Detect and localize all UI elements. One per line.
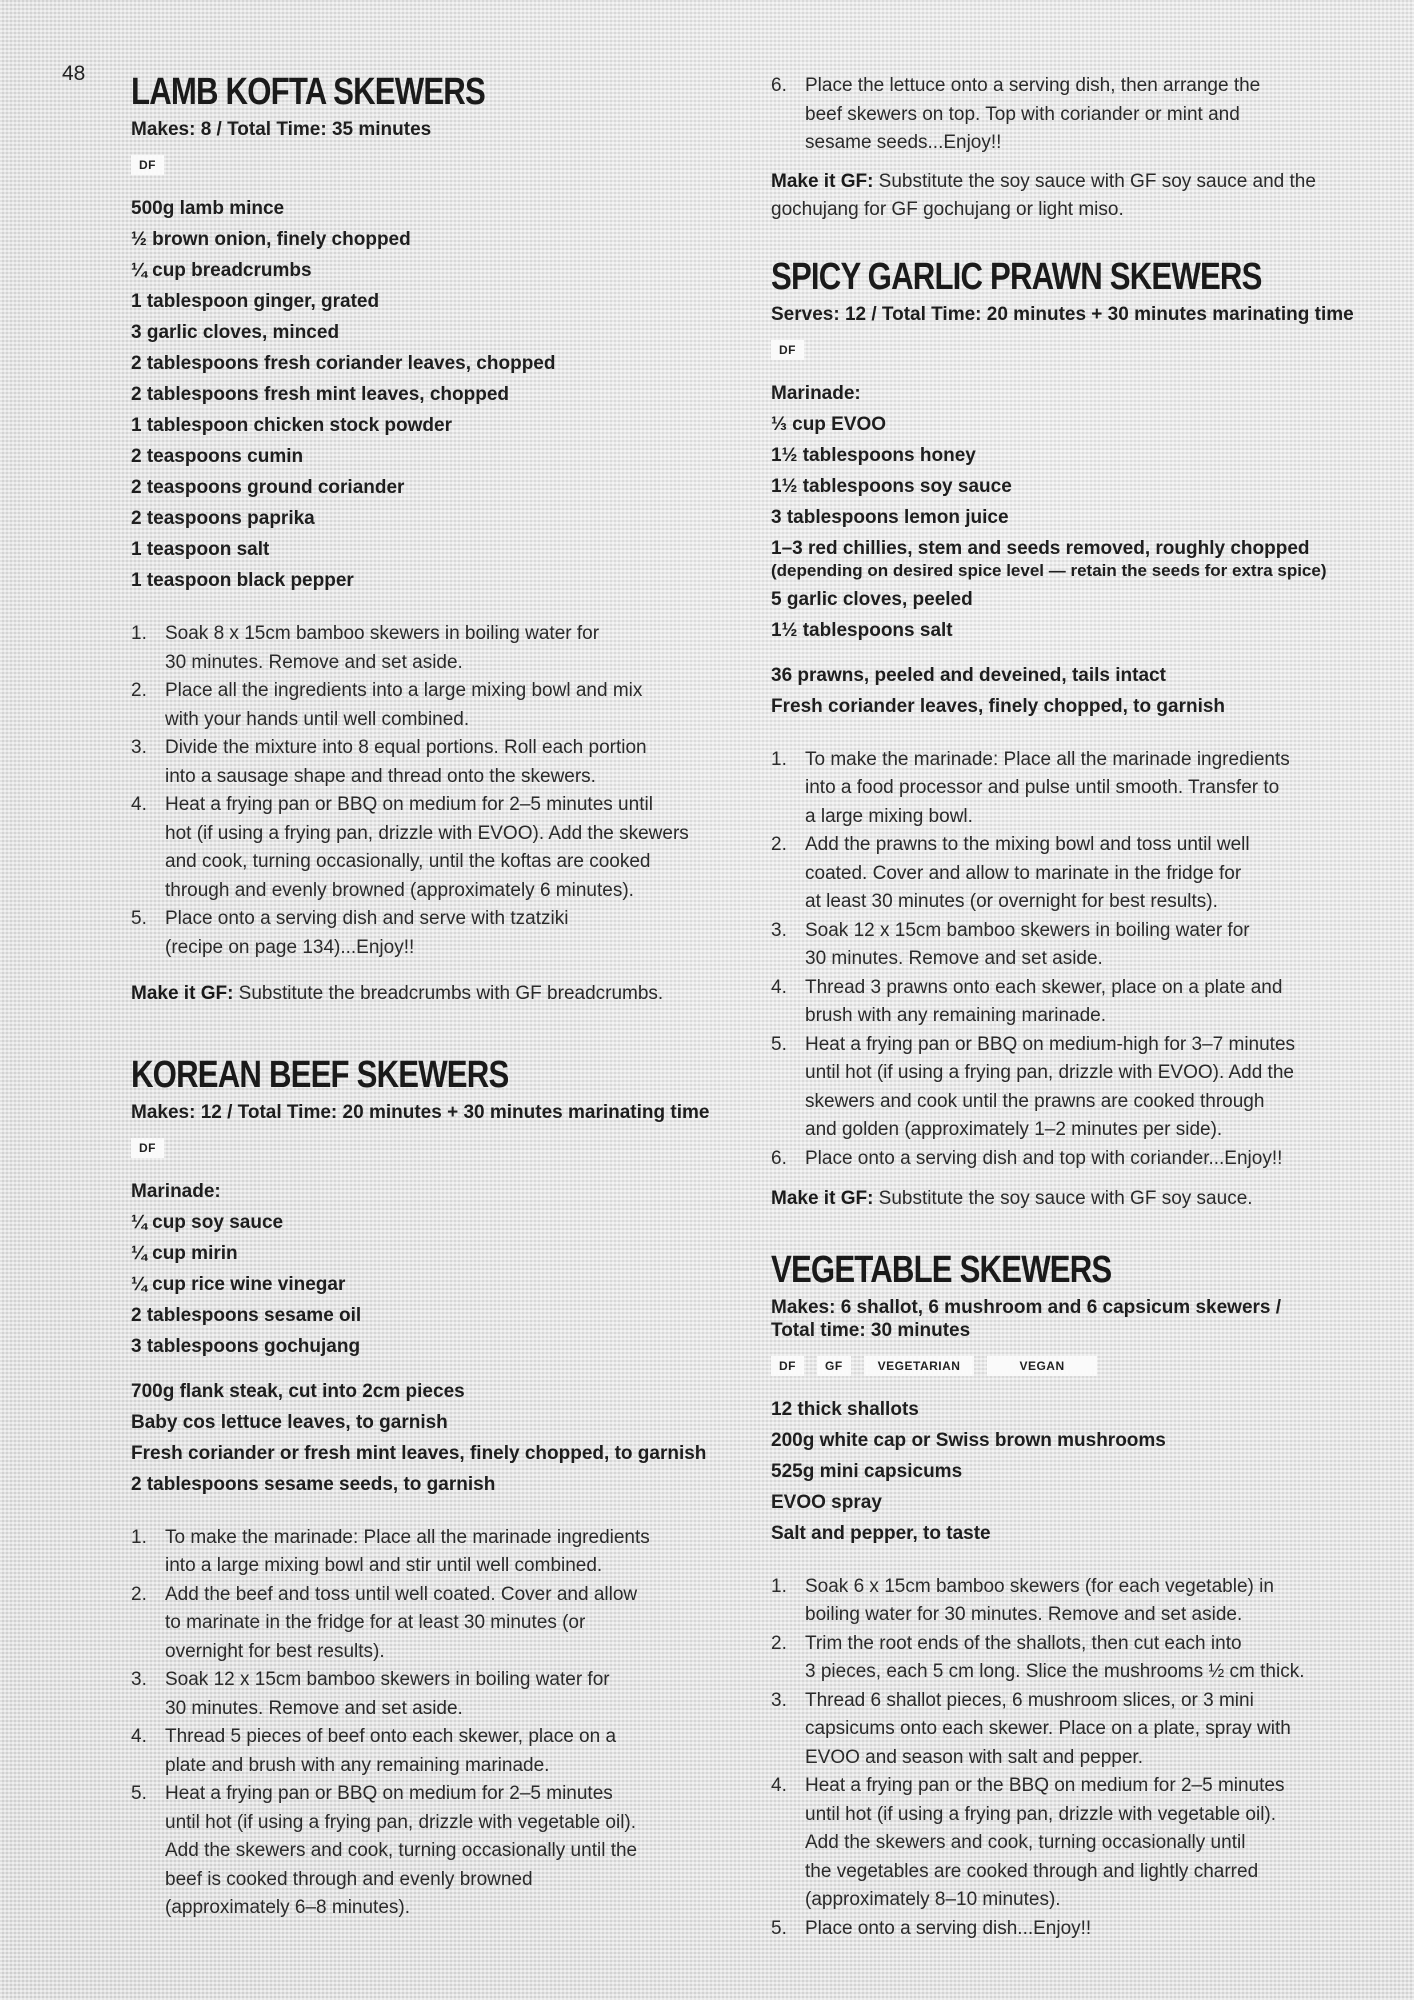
- marinade-list: [771, 378, 1356, 646]
- step-text: Add the beef and toss until well coated. Cover and allow to marinate in the fridge for at least 30 minutes (or overnight for best results).: [165, 1583, 638, 1662]
- make-it-gf-note: [771, 1185, 1356, 1214]
- diet-tags: [131, 155, 716, 175]
- step-text: Trim the root ends of the shallots, then cut each into 3 pieces, each 5 cm long. Slice the mushrooms ½ cm thick.: [805, 1632, 1305, 1682]
- step-text: Heat a frying pan or BBQ on medium for 2–5 minutes until hot (if using a frying pan, drizzle with vegetable oil). Add the skewers and cook, turning occasionally until the beef is cooked through and evenly browned (approximately 6–8 minutes).: [165, 1783, 638, 1918]
- ingredient: ⅓ cup EVOO: [771, 413, 887, 435]
- ingredient: 3 tablespoons lemon juice: [771, 506, 1009, 528]
- step-text: To make the marinade: Place all the marinade ingredients into a food processor and pulse until smooth. Transfer to a large mixing bowl.: [805, 748, 1290, 827]
- ingredient: 2 teaspoons cumin: [131, 446, 304, 467]
- recipe-spicy-garlic-prawn: [771, 255, 1356, 1214]
- ingredient: 2 tablespoons sesame oil: [131, 1304, 362, 1326]
- ingredient-list: [771, 660, 1356, 722]
- left-column: [131, 70, 716, 1967]
- step-number: 4.: [131, 1726, 147, 1747]
- method-step: [771, 1145, 1356, 1174]
- recipe-title: LAMB KOFTA SKEWERS: [131, 71, 485, 113]
- step-text: Place onto a serving dish...Enjoy!!: [805, 1917, 1092, 1939]
- ingredient: 2 tablespoons sesame seeds, to garnish: [131, 1473, 496, 1495]
- step-text: Heat a frying pan or BBQ on medium for 2–5 minutes until hot (if using a frying pan, drizzle with EVOO). Add the skewers and cook, turning occasionally, until the koftas are cooked through and evenly browned (approximately 6 minutes).: [165, 794, 689, 901]
- step-text: Soak 6 x 15cm bamboo skewers (for each vegetable) in boiling water for 30 minutes. Remove and set aside.: [805, 1575, 1274, 1625]
- step-number: 1.: [131, 1526, 147, 1548]
- ingredient: ¼ cup soy sauce: [131, 1211, 284, 1233]
- step-number: 5.: [131, 1783, 147, 1804]
- step-number: 5.: [771, 1917, 787, 1939]
- step-text: Soak 12 x 15cm bamboo skewers in boiling water for 30 minutes. Remove and set aside.: [805, 919, 1250, 969]
- method-step: [771, 1687, 1356, 1773]
- ingredient: ¼ cup breadcrumbs: [131, 260, 312, 281]
- step-number: 5.: [771, 1033, 787, 1055]
- make-it-gf-note: [771, 168, 1356, 225]
- ingredient: 1½ tablespoons salt: [771, 619, 953, 641]
- method-steps: [771, 1573, 1356, 1944]
- method-steps: [131, 620, 716, 962]
- step-number: 4.: [771, 1775, 787, 1796]
- recipe-korean-beef-continued: [771, 72, 1356, 225]
- gf-text: Substitute the breadcrumbs with GF breadcrumbs.: [233, 983, 664, 1004]
- step-number: 2.: [131, 680, 147, 701]
- ingredient-note: (depending on desired spice level — retain the seeds for extra spice): [771, 560, 1327, 580]
- step-number: 3.: [131, 737, 147, 758]
- method-step: [771, 917, 1356, 974]
- method-steps: [771, 746, 1356, 1174]
- step-text: Place onto a serving dish and serve with tzatziki (recipe on page 134)...Enjoy!!: [165, 908, 569, 958]
- step-number: 3.: [771, 919, 787, 941]
- step-number: 3.: [771, 1689, 787, 1711]
- method-step: [771, 746, 1356, 832]
- step-text: Place onto a serving dish and top with coriander...Enjoy!!: [805, 1147, 1283, 1169]
- method-step: [131, 1780, 716, 1923]
- ingredient: EVOO spray: [771, 1491, 882, 1513]
- ingredient: 12 thick shallots: [771, 1398, 919, 1420]
- ingredient: Fresh coriander or fresh mint leaves, finely chopped, to garnish: [131, 1442, 707, 1464]
- method-step: [131, 620, 716, 677]
- step-text: To make the marinade: Place all the marinade ingredients into a large mixing bowl and stir until well combined.: [165, 1526, 650, 1576]
- page-number: 48: [62, 62, 86, 85]
- step-text: Divide the mixture into 8 equal portions. Roll each portion into a sausage shape and thread onto the skewers.: [165, 737, 647, 787]
- ingredient: 1½ tablespoons honey: [771, 444, 976, 466]
- method-step: [771, 1915, 1356, 1944]
- method-step: [771, 831, 1356, 917]
- marinade-label: Marinade:: [131, 1180, 221, 1202]
- step-number: 1.: [771, 1575, 787, 1597]
- step-text: Place all the ingredients into a large mixing bowl and mix with your hands until well combined.: [165, 680, 643, 730]
- ingredient-list: [131, 193, 716, 596]
- recipe-title: VEGETABLE SKEWERS: [771, 1248, 1112, 1291]
- recipe-lamb-kofta: [131, 70, 716, 1009]
- ingredient: 700g flank steak, cut into 2cm pieces: [131, 1380, 465, 1402]
- recipe-meta-line2: Total time: 30 minutes: [771, 1319, 971, 1341]
- tag-df: DF: [131, 1138, 164, 1158]
- method-step: [771, 1573, 1356, 1630]
- gf-label: Make it GF:: [131, 983, 234, 1004]
- ingredient: 2 teaspoons paprika: [131, 508, 315, 529]
- step-text: Soak 8 x 15cm bamboo skewers in boiling water for 30 minutes. Remove and set aside.: [165, 623, 600, 673]
- recipe-meta: Makes: 12 / Total Time: 20 minutes + 30 minutes marinating time: [131, 1101, 710, 1123]
- step-text: Soak 12 x 15cm bamboo skewers in boiling water for 30 minutes. Remove and set aside.: [165, 1669, 610, 1719]
- ingredient-list: [771, 1394, 1356, 1549]
- step-text: Heat a frying pan or the BBQ on medium for 2–5 minutes until hot (if using a frying pan, drizzle with vegetable oil). Add the skewers and cook, turning occasionally until the vegetables are cooked through and lightly charred (approximately 8–10 minutes).: [805, 1775, 1285, 1910]
- ingredient: 1½ tablespoons soy sauce: [771, 475, 1012, 497]
- ingredient: ¼ cup rice wine vinegar: [131, 1273, 346, 1295]
- method-step: [131, 1723, 716, 1780]
- step-number: 2.: [771, 1632, 787, 1654]
- recipe-meta: Makes: 8 / Total Time: 35 minutes: [131, 119, 432, 140]
- method-step: [131, 791, 716, 905]
- ingredient: 2 tablespoons fresh coriander leaves, chopped: [131, 353, 556, 374]
- step-number: 6.: [771, 75, 787, 96]
- tag-df: DF: [131, 155, 164, 175]
- ingredient: 36 prawns, peeled and deveined, tails intact: [771, 664, 1166, 686]
- ingredient: Baby cos lettuce leaves, to garnish: [131, 1411, 448, 1433]
- step-number: 5.: [131, 908, 147, 929]
- step-number: 4.: [131, 794, 147, 815]
- ingredient: 1 tablespoon chicken stock powder: [131, 415, 452, 436]
- step-number: 2.: [131, 1583, 147, 1605]
- make-it-gf-note: [131, 980, 716, 1009]
- recipe-meta-line1: Makes: 6 shallot, 6 mushroom and 6 capsicum skewers /: [771, 1296, 1282, 1318]
- diet-tags: [771, 340, 1356, 360]
- step-number: 2.: [771, 834, 787, 855]
- tag-vegetarian: VEGETARIAN: [864, 1356, 975, 1376]
- recipe-korean-beef: [131, 1053, 716, 1923]
- ingredient: 1–3 red chillies, stem and seeds removed, roughly chopped: [771, 537, 1310, 559]
- method-step: [771, 1031, 1356, 1145]
- marinade-label: Marinade:: [771, 382, 861, 404]
- tag-df: DF: [771, 1356, 804, 1376]
- step-text: Thread 3 prawns onto each skewer, place on a plate and brush with any remaining marinade.: [805, 976, 1283, 1026]
- step-number: 4.: [771, 976, 787, 998]
- step-text: Thread 5 pieces of beef onto each skewer, place on a plate and brush with any remaining marinade.: [165, 1726, 617, 1776]
- method-step: [771, 72, 1356, 158]
- diet-tags: [131, 1138, 716, 1158]
- right-column: [771, 72, 1356, 1987]
- ingredient: 1 teaspoon salt: [131, 539, 270, 560]
- recipe-vegetable: [771, 1248, 1356, 1944]
- step-number: 6.: [771, 1147, 787, 1169]
- recipe-title: KOREAN BEEF SKEWERS: [131, 1053, 509, 1096]
- method-step: [131, 1581, 716, 1667]
- tag-df: DF: [771, 340, 804, 360]
- gf-label: Make it GF:: [771, 170, 874, 192]
- ingredient: Salt and pepper, to taste: [771, 1522, 991, 1544]
- method-step: [131, 905, 716, 962]
- step-text: Heat a frying pan or BBQ on medium-high for 3–7 minutes until hot (if using a frying pan, drizzle with EVOO). Add the skewers and cook until the prawns are cooked through and golden (approximately 1–2 minutes per side).: [805, 1033, 1296, 1140]
- method-step: [131, 677, 716, 734]
- ingredient: 3 garlic cloves, minced: [131, 322, 340, 343]
- recipe-title: SPICY GARLIC PRAWN SKEWERS: [771, 255, 1262, 298]
- ingredient: Fresh coriander leaves, finely chopped, to garnish: [771, 695, 1226, 717]
- tag-vegan: VEGAN: [987, 1356, 1096, 1376]
- method-step: [131, 1666, 716, 1723]
- step-text: Add the prawns to the mixing bowl and toss until well coated. Cover and allow to marinate in the fridge for at least 30 minutes (or overnight for best results).: [805, 834, 1250, 912]
- ingredient: 1 tablespoon ginger, grated: [131, 291, 380, 312]
- method-steps: [131, 1524, 716, 1923]
- method-steps: [771, 72, 1356, 158]
- gf-text: Substitute the soy sauce with GF soy sauce and the gochujang for GF gochujang or light miso.: [771, 170, 1316, 220]
- ingredient-list: [131, 1376, 716, 1500]
- ingredient: 5 garlic cloves, peeled: [771, 588, 973, 610]
- ingredient: ½ brown onion, finely chopped: [131, 229, 411, 250]
- method-step: [771, 1630, 1356, 1687]
- step-number: 1.: [131, 623, 147, 644]
- ingredient: 2 tablespoons fresh mint leaves, chopped: [131, 384, 509, 405]
- marinade-list: [131, 1176, 716, 1362]
- tag-gf: GF: [817, 1356, 851, 1376]
- ingredient: 2 teaspoons ground coriander: [131, 477, 405, 498]
- recipe-meta: Serves: 12 / Total Time: 20 minutes + 30 minutes marinating time: [771, 303, 1354, 325]
- ingredient: ¼ cup mirin: [131, 1242, 238, 1264]
- ingredient: 525g mini capsicums: [771, 1460, 963, 1482]
- diet-tags: [771, 1356, 1356, 1376]
- ingredient: 1 teaspoon black pepper: [131, 570, 354, 591]
- recipe-meta: [771, 1296, 1356, 1342]
- method-step: [771, 974, 1356, 1031]
- gf-text: Substitute the soy sauce with GF soy sauce.: [873, 1188, 1253, 1209]
- step-number: 3.: [131, 1669, 147, 1690]
- ingredient: 3 tablespoons gochujang: [131, 1335, 361, 1357]
- ingredient: 500g lamb mince: [131, 198, 285, 219]
- step-text: Thread 6 shallot pieces, 6 mushroom slices, or 3 mini capsicums onto each skewer. Place on a plate, spray with EVOO and season with salt and pepper.: [805, 1689, 1291, 1768]
- step-number: 1.: [771, 748, 787, 770]
- gf-label: Make it GF:: [771, 1188, 874, 1209]
- method-step: [771, 1772, 1356, 1915]
- method-step: [131, 1524, 716, 1581]
- step-text: Place the lettuce onto a serving dish, then arrange the beef skewers on top. Top with coriander or mint and sesame seeds...Enjoy!!: [805, 75, 1261, 153]
- ingredient: 200g white cap or Swiss brown mushrooms: [771, 1429, 1166, 1451]
- method-step: [131, 734, 716, 791]
